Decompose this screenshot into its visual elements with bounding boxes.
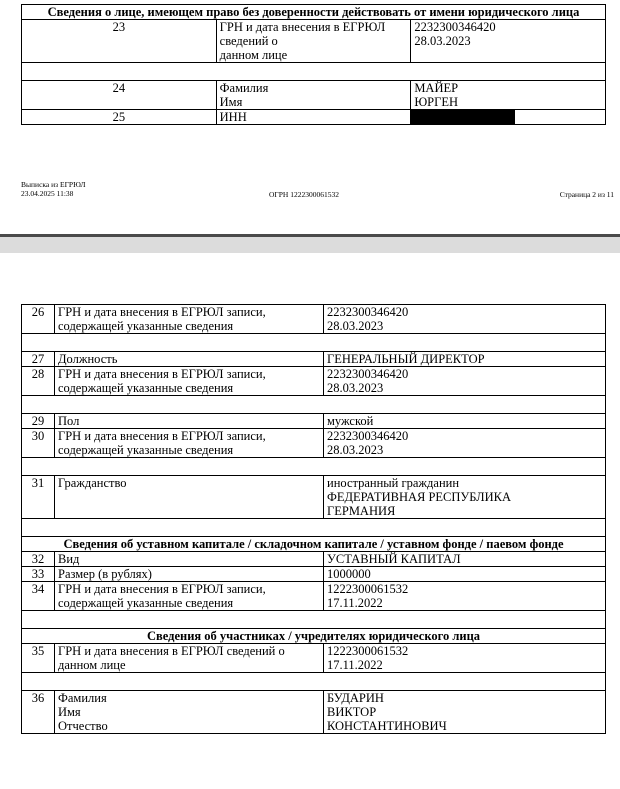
row-spacer	[22, 63, 606, 81]
row-label: ГРН и дата внесения в ЕГРЮЛ сведений о данном лице	[216, 20, 411, 63]
page1-table	[21, 4, 606, 125]
row-value: ГЕНЕРАЛЬНЫЙ ДИРЕКТОР	[324, 352, 606, 367]
row-spacer	[22, 673, 606, 691]
row-number: 33	[22, 567, 55, 582]
table-row	[22, 352, 606, 367]
footer-page-number: Страница 2 из 11	[559, 190, 614, 199]
row-label: Размер (в рублях)	[55, 567, 324, 582]
row-value: 1222300061532 17.11.2022	[324, 644, 606, 673]
table-row	[22, 691, 606, 734]
row-value: 1222300061532 17.11.2022	[324, 582, 606, 611]
row-number: 28	[22, 367, 55, 396]
section-header-founders: Сведения об участниках / учредителях юридического лица	[22, 629, 606, 644]
row-number: 29	[22, 414, 55, 429]
row-number: 31	[22, 476, 55, 519]
row-value: УСТАВНЫЙ КАПИТАЛ	[324, 552, 606, 567]
row-number: 30	[22, 429, 55, 458]
row-label: ГРН и дата внесения в ЕГРЮЛ записи, содержащей указанные сведения	[55, 305, 324, 334]
row-number: 36	[22, 691, 55, 734]
row-label: Фамилия Имя	[216, 81, 411, 110]
row-number: 27	[22, 352, 55, 367]
footer-left	[21, 180, 86, 198]
footer-timestamp: 23.04.2025 11:38	[21, 189, 74, 198]
row-number: 34	[22, 582, 55, 611]
row-spacer	[22, 334, 606, 352]
section-header-director: Сведения о лице, имеющем право без доверенности действовать от имени юридического лица	[22, 5, 606, 20]
row-label: Фамилия Имя Отчество	[55, 691, 324, 734]
row-value: 2232300346420 28.03.2023	[324, 367, 606, 396]
table-row	[22, 110, 606, 125]
row-number: 25	[22, 110, 217, 125]
section-header-capital: Сведения об уставном капитале / складочном капитале / уставном фонде / паевом фонде	[22, 537, 606, 552]
row-value: БУДАРИН ВИКТОР КОНСТАНТИНОВИЧ	[324, 691, 606, 734]
row-number: 23	[22, 20, 217, 63]
table-row	[22, 305, 606, 334]
table-row	[22, 476, 606, 519]
table-row	[22, 20, 606, 63]
table-row	[22, 644, 606, 673]
page-separator	[0, 234, 620, 253]
row-spacer	[22, 458, 606, 476]
redaction-bar	[411, 110, 515, 124]
row-label: ГРН и дата внесения в ЕГРЮЛ записи, содержащей указанные сведения	[55, 582, 324, 611]
row-number: 24	[22, 81, 217, 110]
row-value: 2232300346420 28.03.2023	[324, 305, 606, 334]
table-row	[22, 582, 606, 611]
table-row	[22, 81, 606, 110]
row-label: Пол	[55, 414, 324, 429]
row-spacer	[22, 396, 606, 414]
row-value: 2232300346420 28.03.2023	[324, 429, 606, 458]
row-value: иностранный гражданин ФЕДЕРАТИВНАЯ РЕСПУБЛИКА ГЕРМАНИЯ	[324, 476, 606, 519]
row-label: ГРН и дата внесения в ЕГРЮЛ сведений о данном лице	[55, 644, 324, 673]
footer-ogrn: ОГРН 1222300061532	[269, 190, 339, 199]
table-row	[22, 552, 606, 567]
table-row	[22, 414, 606, 429]
row-label: Вид	[55, 552, 324, 567]
row-label: Гражданство	[55, 476, 324, 519]
table-row	[22, 567, 606, 582]
row-label: ГРН и дата внесения в ЕГРЮЛ записи, содержащей указанные сведения	[55, 367, 324, 396]
row-label: ГРН и дата внесения в ЕГРЮЛ записи, содержащей указанные сведения	[55, 429, 324, 458]
row-label: ИНН	[216, 110, 411, 125]
row-number: 32	[22, 552, 55, 567]
page2-table	[21, 304, 606, 734]
row-label: Должность	[55, 352, 324, 367]
row-value: мужской	[324, 414, 606, 429]
table-row	[22, 367, 606, 396]
row-number: 26	[22, 305, 55, 334]
footer-doc-title: Выписка из ЕГРЮЛ	[21, 180, 86, 189]
row-spacer	[22, 611, 606, 629]
table-row	[22, 429, 606, 458]
row-number: 35	[22, 644, 55, 673]
inn-value	[411, 110, 606, 125]
row-value: МАЙЕР ЮРГЕН	[411, 81, 606, 110]
row-value: 2232300346420 28.03.2023	[411, 20, 606, 63]
row-value: 1000000	[324, 567, 606, 582]
row-spacer	[22, 519, 606, 537]
